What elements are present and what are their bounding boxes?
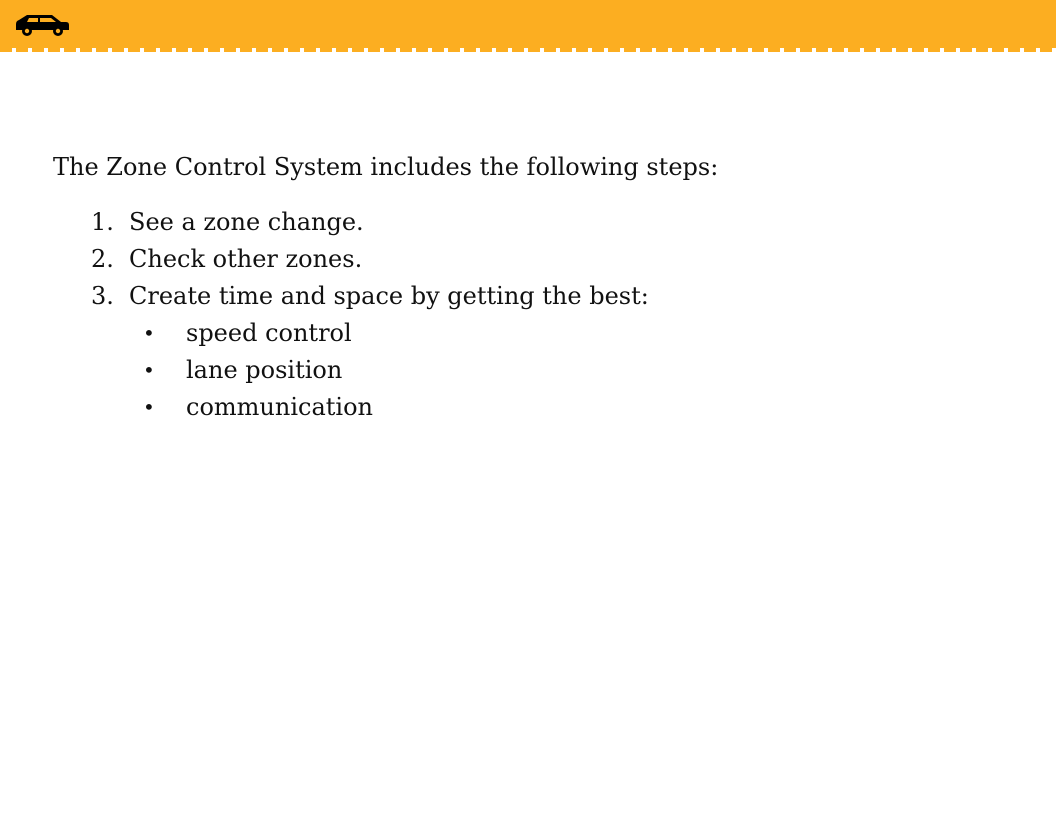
bullet-item — [53, 352, 1003, 389]
bullet-text: lane position — [186, 356, 343, 384]
step-number: 1. — [91, 208, 114, 236]
step-text: See a zone change. — [129, 208, 364, 236]
step-text: Create time and space by getting the best: — [129, 282, 649, 310]
bullet-mark: • — [143, 321, 155, 345]
step-text: Check other zones. — [129, 245, 363, 273]
car-icon — [12, 11, 70, 37]
intro-text: The Zone Control System includes the following steps: — [53, 153, 719, 181]
steps-list — [53, 204, 1003, 315]
step-number: 2. — [91, 245, 114, 273]
slide-content — [53, 150, 1003, 426]
bullet-mark: • — [143, 358, 155, 382]
header-banner — [0, 0, 1056, 48]
bullet-list — [53, 315, 1003, 426]
step-number: 3. — [91, 282, 114, 310]
bullet-item — [53, 315, 1003, 352]
bullet-item — [53, 389, 1003, 426]
step-item — [53, 278, 1003, 315]
step-item — [53, 241, 1003, 278]
bullet-mark: • — [143, 395, 155, 419]
bullet-text: communication — [186, 393, 373, 421]
bullet-text: speed control — [186, 319, 352, 347]
header-dashed-border — [0, 48, 1056, 52]
step-item — [53, 204, 1003, 241]
